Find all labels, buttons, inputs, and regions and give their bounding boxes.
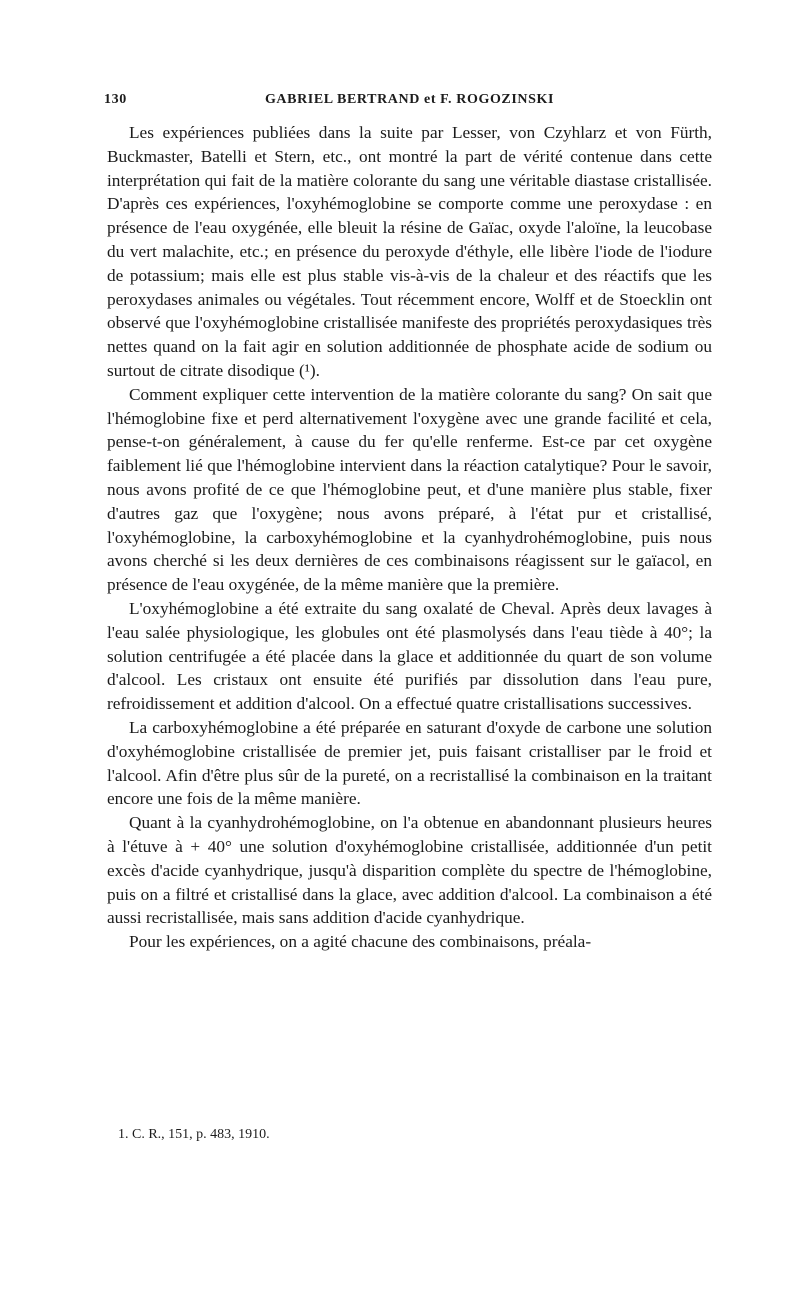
footnote: 1. C. R., 151, p. 483, 1910. (118, 1127, 270, 1142)
running-title: GABRIEL BERTRAND et F. ROGOZINSKI (264, 92, 555, 107)
page (104, 92, 712, 954)
paragraph: La carboxyhémoglobine a été préparée en saturant d'oxyde de carbone une solution d'oxyhémoglobine cristallisée de premier jet, puis faisant cristalliser par le froid et l'alcool. Afin d'être plus sûr de la pureté, on a recristallisé la combinaison en la traitant encore une fois de la même manière. (107, 717, 712, 809)
paragraph: Les expériences publiées dans la suite par Lesser, von Czyhlarz et von Fürth, Buckmaster, Batelli et Stern, etc., ont montré la part de vérité contenue dans cette interprétation qui fait de la matière colorante du sang une véritable diastase cristallisée. D'après ces expériences, l'oxyhémoglobine se comporte comme une peroxydase : en présence de l'eau oxygénée, elle bleuit la résine de Gaïac, oxyde l'aloïne, la leucobase du vert malachite, etc.; en présence du peroxyde d'éthyle, elle libère l'iode de l'iodure de potassium; mais elle est plus stable vis-à-vis de la chaleur et des réactifs que les peroxydases animales ou végétales. Tout récemment encore, Wolff et de Stoecklin ont observé que l'oxyhémoglobine cristallisée manifeste des propriétés peroxydasiques très nettes quand on la fait agir en solution additionnée de phosphate acide de sodium ou surtout de citrate disodique (¹). (107, 123, 712, 380)
paragraph: Quant à la cyanhydrohémoglobine, on l'a obtenue en abandonnant plusieurs heures à l'étuve à + 40° une solution d'oxyhémoglobine cristallisée, additionnée d'un petit excès d'acide cyanhydrique, jusqu'à disparition complète du spectre de l'hémoglobine, puis on a filtré et cristallisé dans la glace, avec addition d'alcool. La combinaison a été aussi recristallisée, mais sans addition d'acide cyanhydrique. (107, 813, 712, 928)
page-number: 130 (104, 92, 127, 107)
page-header (104, 92, 712, 114)
paragraph: Comment expliquer cette intervention de la matière colorante du sang? On sait que l'hémoglobine fixe et perd alternativement l'oxygène avec une grande facilité et cela, pense-t-on généralement, à cause du fer qu'elle renferme. Est-ce par cet oxygène faiblement lié que l'hémoglobine intervient dans la réaction catalytique? Pour le savoir, nous avons profité de ce que l'hémoglobine peut, et d'une manière plus stable, fixer d'autres gaz que l'oxygène; nous avons préparé, à l'état pur et cristallisé, l'oxyhémoglobine, la carboxyhémoglobine et la cyanhydrohémoglobine, puis nous avons cherché si les deux dernières de ces combinaisons réagissent sur le gaïacol, en présence de l'eau oxygénée, de la même manière que la première. (107, 384, 712, 595)
paragraph: L'oxyhémoglobine a été extraite du sang oxalaté de Cheval. Après deux lavages à l'eau salée physiologique, les globules ont été plasmolysés dans l'eau tiède à 40°; la solution centrifugée a été placée dans la glace et additionnée du quart de son volume d'alcool. Les cristaux ont ensuite été purifiés par dissolution dans l'eau pure, refroidissement et addition d'alcool. On a effectué quatre cristallisations successives. (107, 598, 712, 714)
paragraph: Pour les expériences, on a agité chacune des combinaisons, préala- (129, 932, 592, 952)
body-text (107, 121, 712, 954)
